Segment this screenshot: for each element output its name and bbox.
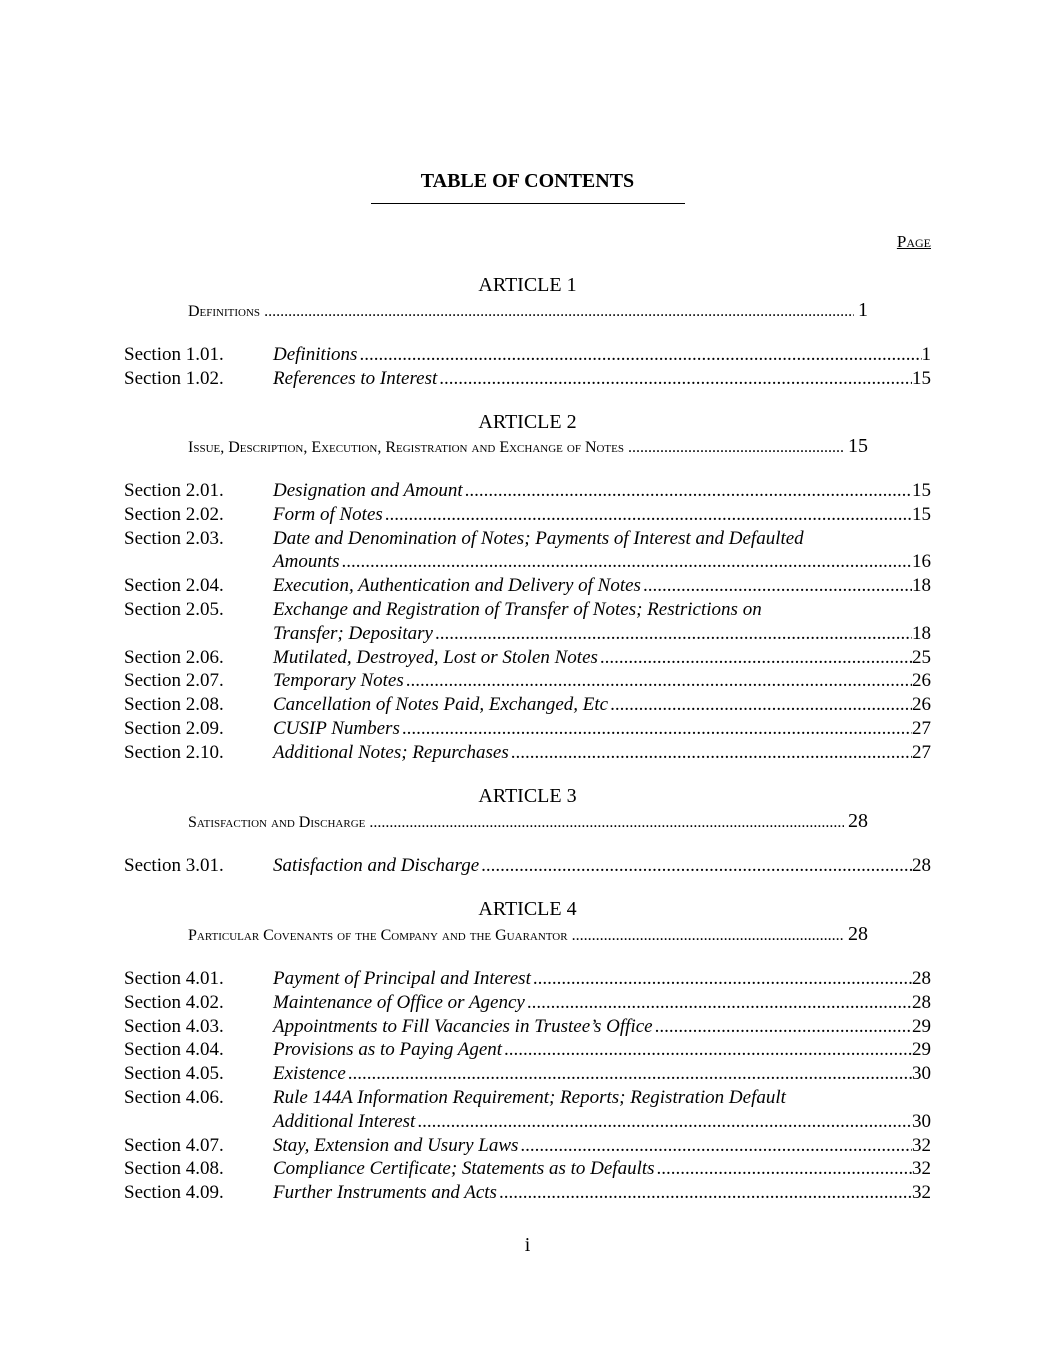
section-page-number: 15 <box>912 480 931 501</box>
article-page-number: 15 <box>848 435 868 457</box>
section-title: Satisfaction and Discharge <box>273 855 480 876</box>
dot-leader <box>348 1062 912 1086</box>
title-underline <box>371 203 685 204</box>
dot-leader <box>504 1038 912 1062</box>
article-heading-text: Satisfaction and Discharge <box>188 814 366 831</box>
section-page-number: 18 <box>912 575 931 597</box>
dot-leader <box>417 1110 912 1134</box>
toc-entry[interactable] <box>124 1157 931 1181</box>
section-page-number: 29 <box>912 1015 931 1037</box>
section-page-number: 32 <box>912 1182 931 1204</box>
section-title-line1: Exchange and Registration of Transfer of Notes; Restrictions on <box>273 598 762 620</box>
section-page-number: 30 <box>912 1110 931 1132</box>
section-page-number: 32 <box>912 1134 931 1156</box>
section-number: Section 2.07. <box>124 670 224 692</box>
section-number: Section 2.06. <box>124 646 224 668</box>
article-heading[interactable] <box>188 435 868 458</box>
section-number: Section 2.10. <box>124 741 224 763</box>
section-number: Section 4.02. <box>124 991 224 1013</box>
section-number: Section 2.02. <box>124 503 224 525</box>
dot-leader <box>264 303 854 321</box>
section-title: Existence <box>273 1063 346 1085</box>
section-title: Designation and Amount <box>273 480 463 501</box>
section-title: Further Instruments and Acts <box>273 1182 497 1204</box>
section-title: Mutilated, Destroyed, Lost or Stolen Notes <box>273 646 598 668</box>
section-title: Transfer; Depositary <box>273 622 433 644</box>
page-column-label: Page <box>896 232 931 251</box>
dot-leader <box>527 991 912 1015</box>
section-number: Section 1.02. <box>124 367 224 389</box>
article-heading-text: Definitions <box>188 303 261 320</box>
dot-leader <box>406 669 912 693</box>
toc-entry[interactable] <box>124 1015 931 1039</box>
section-number: Section 4.09. <box>124 1182 224 1204</box>
dot-leader <box>385 503 912 527</box>
article-heading[interactable] <box>188 923 868 946</box>
toc-entry[interactable] <box>124 367 931 391</box>
toc-entry[interactable] <box>124 1181 931 1205</box>
dot-leader <box>342 550 913 574</box>
section-list <box>124 854 931 878</box>
toc-entry[interactable] <box>124 527 931 575</box>
toc-entry[interactable] <box>124 1134 931 1158</box>
toc-entry[interactable] <box>124 854 931 878</box>
section-number: Section 4.06. <box>124 1086 224 1108</box>
article-page-number: 1 <box>858 299 868 321</box>
section-number: Section 2.01. <box>124 480 224 501</box>
dot-leader <box>359 343 921 367</box>
section-title: Payment of Principal and Interest <box>273 968 531 989</box>
section-page-number: 27 <box>912 741 931 763</box>
section-title: Form of Notes <box>273 503 383 525</box>
toc-entry[interactable] <box>124 646 931 670</box>
section-page-number: 15 <box>912 503 931 525</box>
article-label: ARTICLE 1 <box>478 274 577 296</box>
dot-leader <box>572 927 844 945</box>
page-folio: i <box>524 1234 531 1256</box>
toc-entry[interactable] <box>124 503 931 527</box>
toc-entry[interactable] <box>124 1038 931 1062</box>
section-number: Section 4.03. <box>124 1015 224 1037</box>
section-number: Section 4.08. <box>124 1158 224 1180</box>
dot-leader <box>643 574 912 598</box>
section-title: References to Interest <box>273 367 438 389</box>
dot-leader <box>657 1157 912 1181</box>
section-title: Maintenance of Office or Agency <box>273 991 525 1013</box>
section-title: Appointments to Fill Vacancies in Trustee’s Office <box>273 1015 653 1037</box>
toc-entry[interactable] <box>124 598 931 646</box>
section-number: Section 2.05. <box>124 598 224 620</box>
section-title: Temporary Notes <box>273 670 404 692</box>
section-number: Section 4.04. <box>124 1039 224 1061</box>
section-number: Section 2.03. <box>124 527 224 549</box>
toc-entry[interactable] <box>124 343 931 367</box>
section-page-number: 16 <box>912 551 931 573</box>
article-heading-text: Issue, Description, Execution, Registration and Exchange of Notes <box>188 439 624 456</box>
toc-entry[interactable] <box>124 991 931 1015</box>
section-page-number: 29 <box>912 1039 931 1061</box>
section-page-number: 1 <box>921 344 931 365</box>
section-number: Section 2.08. <box>124 694 224 716</box>
section-title-line1: Date and Denomination of Notes; Payments of Interest and Defaulted <box>273 527 804 549</box>
toc-entry[interactable] <box>124 741 931 765</box>
dot-leader <box>439 367 912 391</box>
toc-title: TABLE OF CONTENTS <box>420 170 635 192</box>
section-page-number: 25 <box>912 646 931 668</box>
section-title: Amounts <box>273 551 340 573</box>
toc-entry[interactable] <box>124 693 931 717</box>
article-label: ARTICLE 4 <box>478 898 577 920</box>
dot-leader <box>655 1015 912 1039</box>
dot-leader <box>520 1134 912 1158</box>
dot-leader <box>533 967 912 991</box>
section-page-number: 32 <box>912 1158 931 1180</box>
section-page-number: 28 <box>912 991 931 1013</box>
dot-leader <box>481 854 912 878</box>
dot-leader <box>610 693 912 717</box>
section-page-number: 30 <box>912 1063 931 1085</box>
section-title-line1: Rule 144A Information Requirement; Reports; Registration Default <box>273 1086 786 1108</box>
section-title: Cancellation of Notes Paid, Exchanged, Etc <box>273 694 609 716</box>
section-page-number: 28 <box>912 968 931 989</box>
toc-entry[interactable] <box>124 479 931 503</box>
section-list <box>124 967 931 1205</box>
section-title: Stay, Extension and Usury Laws <box>273 1134 519 1156</box>
section-page-number: 18 <box>912 622 931 644</box>
article-heading-text: Particular Covenants of the Company and the Guarantor <box>188 927 568 944</box>
article-label: ARTICLE 3 <box>478 785 577 807</box>
section-number: Section 4.07. <box>124 1134 224 1156</box>
section-page-number: 26 <box>912 694 931 716</box>
dot-leader <box>465 479 912 503</box>
section-number: Section 1.01. <box>124 344 224 365</box>
section-title: Additional Notes; Repurchases <box>273 741 509 763</box>
section-page-number: 27 <box>912 717 931 739</box>
toc-entry[interactable] <box>124 669 931 693</box>
section-title: Additional Interest <box>273 1110 416 1132</box>
section-title: CUSIP Numbers <box>273 717 400 739</box>
toc-entry[interactable] <box>124 717 931 741</box>
section-page-number: 28 <box>912 855 931 876</box>
section-page-number: 15 <box>912 367 931 389</box>
section-number: Section 2.04. <box>124 575 224 597</box>
toc-entry[interactable] <box>124 967 931 991</box>
section-title: Execution, Authentication and Delivery of Notes <box>273 575 641 597</box>
section-number: Section 4.05. <box>124 1063 224 1085</box>
toc-entry[interactable] <box>124 1062 931 1086</box>
dot-leader <box>435 622 912 646</box>
dot-leader <box>511 741 912 765</box>
article-label: ARTICLE 2 <box>478 411 577 433</box>
section-page-number: 26 <box>912 670 931 692</box>
section-list <box>124 343 931 391</box>
dot-leader <box>628 439 844 457</box>
section-title: Provisions as to Paying Agent <box>273 1039 503 1061</box>
toc-entry[interactable] <box>124 574 931 598</box>
dot-leader <box>402 717 912 741</box>
article-page-number: 28 <box>848 810 868 832</box>
article-page-number: 28 <box>848 923 868 945</box>
section-title: Compliance Certificate; Statements as to Defaults <box>273 1158 655 1180</box>
section-title: Definitions <box>273 344 358 365</box>
article-heading[interactable] <box>188 299 868 322</box>
article-heading[interactable] <box>188 810 868 833</box>
toc-entry[interactable] <box>124 1086 931 1134</box>
section-list <box>124 479 931 765</box>
section-number: Section 2.09. <box>124 717 224 739</box>
section-number: Section 4.01. <box>124 968 224 989</box>
section-number: Section 3.01. <box>124 855 224 876</box>
dot-leader <box>369 814 844 832</box>
dot-leader <box>600 646 912 670</box>
dot-leader <box>499 1181 912 1205</box>
